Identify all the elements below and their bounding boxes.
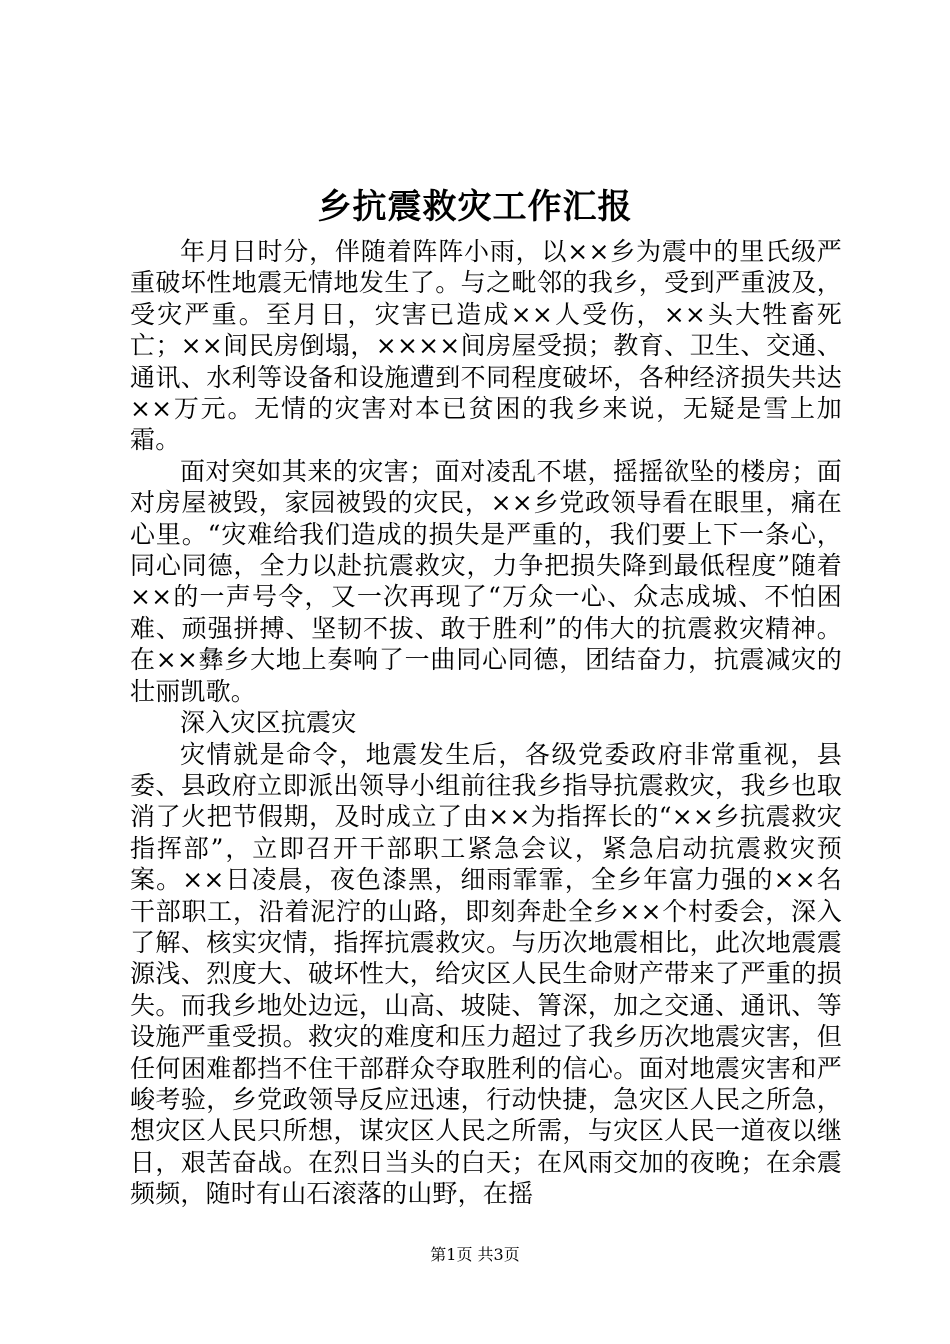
section-heading: 深入灾区抗震灾	[180, 708, 357, 738]
document-body	[130, 236, 842, 1210]
document-title: 乡抗震救灾工作汇报	[317, 187, 633, 227]
paragraph-response: 面对突如其来的灾害；面对凌乱不堪，摇摇欲坠的楼房；面对房屋被毁，家园被毁的灾民，××乡党政领导看在眼里，痛在心里。“灾难给我们造成的损失是严重的，我们要上下一条心，同心同德，全力以赴抗震救灾，力争把损失降到最低程度”随着××的一声号令，又一次再现了“万众一心、众志成城、不怕困难、顽强拼搏、坚韧不拔、敢于胜利”的伟大的抗震救灾精神。在××彝乡大地上奏响了一曲同心同德，团结奋力，抗震减灾的壮丽凯歌。	[130, 456, 842, 706]
page-footer: 第1页 共3页	[430, 1245, 520, 1264]
paragraph-disaster-relief: 灾情就是命令，地震发生后，各级党委政府非常重视，县委、县政府立即派出领导小组前往我乡指导抗震救灾，我乡也取消了火把节假期，及时成立了由××为指挥长的“××乡抗震救灾指挥部”，立即召开干部职工紧急会议，紧急启动抗震救灾预案。××日凌晨，夜色漆黑，细雨霏霏，全乡年富力强的××名干部职工，沿着泥泞的山路，即刻奔赴全乡××个村委会，深入了解、核实灾情，指挥抗震救灾。与历次地震相比，此次地震震源浅、烈度大、破坏性大，给灾区人民生命财产带来了严重的损失。而我乡地处边远，山高、坡陡、箐深，加之交通、通讯、等设施严重受损。救灾的难度和压力超过了我乡历次地震灾害，但任何困难都挡不住干部群众夺取胜利的信心。面对地震灾害和严峻考验，乡党政领导反应迅速，行动快捷，急灾区人民之所急，想灾区人民只所想，谋灾区人民之所需，与灾区人民一道夜以继日，艰苦奋战。在烈日当头的白天；在风雨交加的夜晚；在余震频频，随时有山石滚落的山野，在摇	[130, 739, 842, 1209]
paragraph-intro: 年月日时分，伴随着阵阵小雨，以××乡为震中的里氏级严重破坏性地震无情地发生了。与之毗邻的我乡，受到严重波及，受灾严重。至月日，灾害已造成××人受伤，××头大牲畜死亡；××间民房倒塌，××××间房屋受损；教育、卫生、交通、通讯、水利等设备和设施遭到不同程度破坏，各种经济损失共达××万元。无情的灾害对本已贫困的我乡来说，无疑是雪上加霜。	[130, 237, 842, 455]
